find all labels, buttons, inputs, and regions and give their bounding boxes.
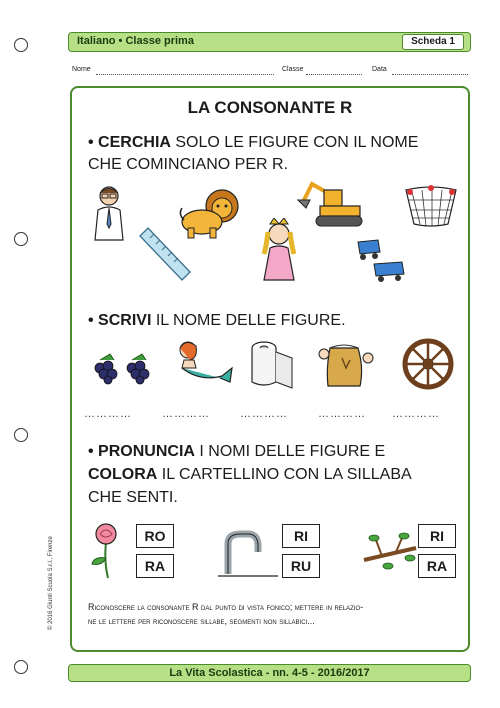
page-title: LA CONSONANTE R (187, 98, 353, 117)
excavator-picture[interactable] (296, 180, 366, 230)
syllable-card-ri[interactable]: RI (282, 524, 320, 548)
answer-blank-1[interactable]: ………… (84, 408, 132, 420)
section3-verb1: • PRONUNCIA (88, 443, 195, 460)
section3-instruction (88, 440, 458, 509)
net-picture[interactable] (402, 184, 460, 228)
section3-verb2: COLORA (88, 466, 158, 483)
syllable-card-ra[interactable]: RA (136, 554, 174, 578)
syllable-card-ru[interactable]: RU (282, 554, 320, 578)
syllable-card-ri-2[interactable]: RI (418, 524, 456, 548)
doctor-picture[interactable] (90, 184, 128, 242)
section2-instruction (88, 310, 458, 332)
section1-text-line2: CHE COMINCIANO PER R. (88, 156, 289, 173)
section2-verb: • SCRIVI (88, 312, 152, 329)
section2-text: IL NOME DELLE FIGURE. (151, 312, 346, 329)
date-field[interactable] (392, 74, 468, 75)
section1-instruction (88, 132, 458, 176)
binder-hole-upper (14, 232, 28, 246)
answer-blank-2[interactable]: ………… (162, 408, 210, 420)
syllable-card-ro[interactable]: RO (136, 524, 174, 548)
binder-hole-bottom (14, 660, 28, 674)
teacher-note (88, 600, 458, 628)
answer-blank-3[interactable]: ………… (240, 408, 288, 420)
section3-text1: I NOMI DELLE FIGURE E (194, 443, 386, 460)
answer-blank-4[interactable]: ………… (318, 408, 366, 420)
section3-text3: CHE SENTI. (88, 489, 178, 506)
class-field[interactable] (306, 74, 362, 75)
blackberries-picture[interactable] (90, 344, 156, 386)
roller-skates-picture[interactable] (354, 234, 412, 282)
teacher-note-line1: Riconoscere la consonante R dal punto di vista fonico; mettere in relazio- (88, 602, 364, 612)
syllable-card-ra-2[interactable]: RA (418, 554, 456, 578)
teacher-note-line2: ne le lettere per riconoscere sillabe, segmenti non sillabici... (88, 616, 315, 626)
paper-roll-picture[interactable] (248, 338, 298, 390)
subject-label: Italiano • Classe prima (77, 35, 194, 47)
mermaid-picture[interactable] (170, 338, 240, 388)
sack-picture[interactable] (316, 338, 376, 390)
sheet-badge: Scheda 1 (402, 34, 464, 50)
rose-picture (84, 522, 130, 580)
date-label: Data (372, 66, 387, 73)
name-label: Nome (72, 66, 91, 73)
exercise-frame (70, 86, 470, 652)
copyright: © 2016 Giunti Scuola S.r.l., Firenze (48, 536, 54, 630)
faucet-picture (218, 528, 280, 578)
section3-text2: IL CARTELLINO CON LA SILLABA (157, 466, 412, 483)
answer-blank-5[interactable]: ………… (392, 408, 440, 420)
section1-verb: • CERCHIA (88, 134, 171, 151)
name-field[interactable] (96, 74, 274, 75)
wheel-picture[interactable] (402, 338, 454, 390)
class-label: Classe (282, 66, 304, 73)
branch-picture (362, 530, 418, 578)
footer-bar: La Vita Scolastica - nn. 4-5 - 2016/2017 (68, 664, 471, 682)
header-bar (68, 32, 471, 52)
binder-hole-lower (14, 428, 28, 442)
ruler-picture[interactable] (136, 226, 192, 282)
section1-text: SOLO LE FIGURE CON IL NOME (170, 134, 419, 151)
binder-hole-top (14, 38, 28, 52)
